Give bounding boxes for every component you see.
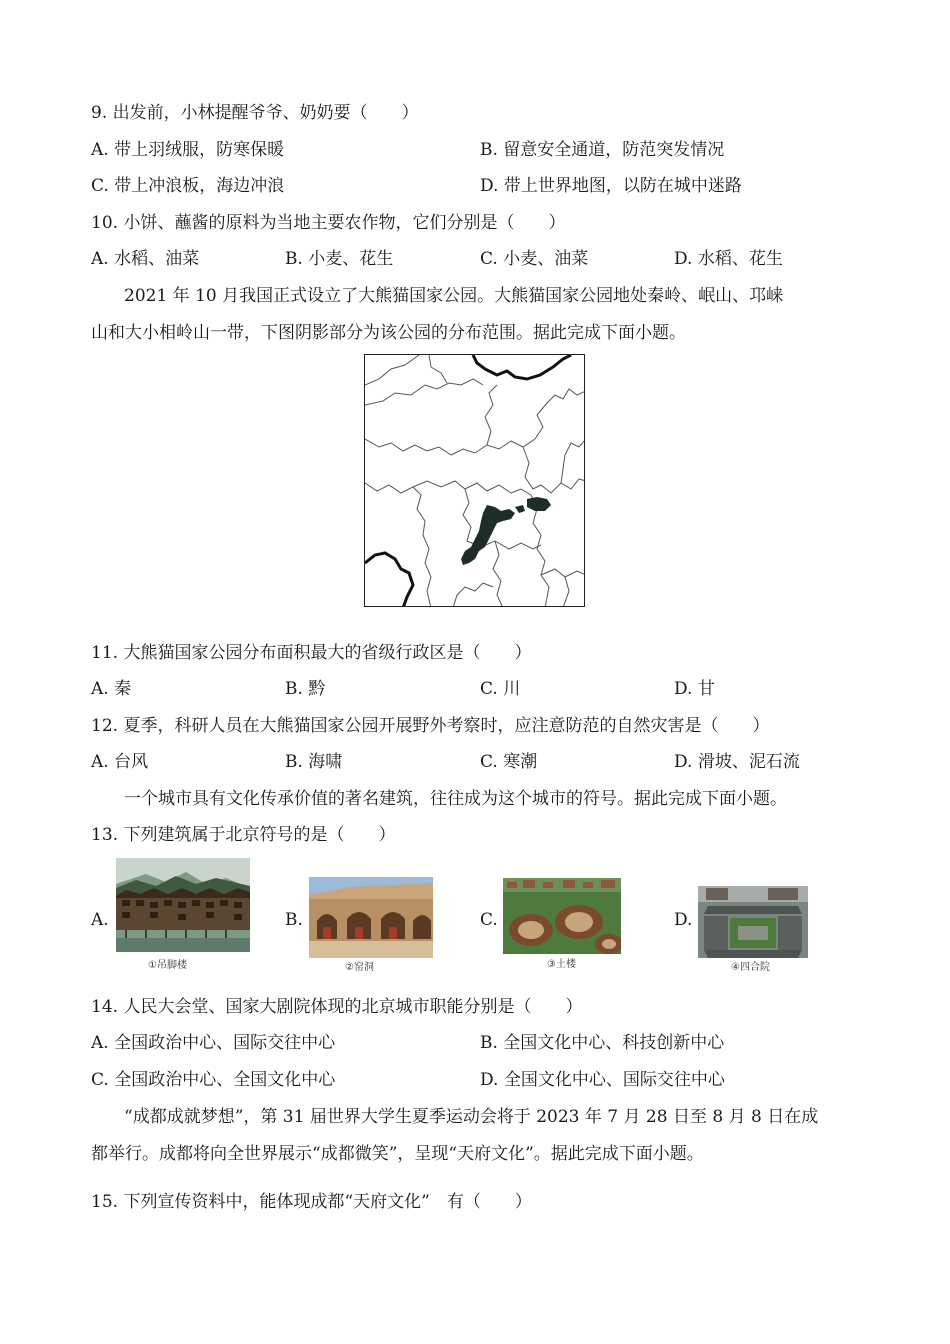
- q11-stem: 11. 大熊猫国家公园分布面积最大的省级行政区是（ ）: [91, 643, 532, 663]
- siheyuan-photo: [698, 886, 808, 958]
- intro-panda-park-line1: 2021 年 10 月我国正式设立了大熊猫国家公园。大熊猫国家公园地处秦岭、岷山、邛崃: [124, 286, 784, 306]
- q9-option-a: A. 带上羽绒服，防寒保暖: [91, 140, 285, 160]
- q14-option-c: C. 全国政治中心、全国文化中心: [91, 1070, 336, 1090]
- stilt-house-photo: [116, 858, 250, 952]
- q10-option-d: D. 水稻、花生: [674, 249, 783, 269]
- panda-park-area: [461, 497, 551, 565]
- q11-option-d: D. 甘: [674, 679, 715, 699]
- q10-option-b: B. 小麦、花生: [285, 249, 394, 269]
- q9-option-c: C. 带上冲浪板，海边冲浪: [91, 176, 285, 196]
- intro-city-symbol: 一个城市具有文化传承价值的著名建筑，往往成为这个城市的符号。据此完成下面小题。: [124, 789, 787, 809]
- q14-stem: 14. 人民大会堂、国家大剧院体现的北京城市职能分别是（ ）: [91, 997, 583, 1017]
- q12-option-a: A. 台风: [91, 752, 149, 772]
- q9-option-b: B. 留意安全通道，防范突发情况: [480, 140, 725, 160]
- q14-option-a: A. 全国政治中心、国际交往中心: [91, 1033, 336, 1053]
- q10-stem: 10. 小饼、蘸酱的原料为当地主要农作物，它们分别是（ ）: [91, 213, 566, 233]
- tulou-photo: [503, 878, 621, 954]
- q13-option-c-letter: C.: [480, 910, 498, 930]
- cave-dwelling-photo: [309, 877, 433, 958]
- q13-option-d-letter: D.: [674, 910, 693, 930]
- q11-option-a: A. 秦: [91, 679, 132, 699]
- q14-option-b: B. 全国文化中心、科技创新中心: [480, 1033, 725, 1053]
- q13-option-a-caption: ①吊脚楼: [148, 960, 187, 971]
- intro-universiade-line2: 都举行。成都将向全世界展示“成都微笑”，呈现“天府文化”。据此完成下面小题。: [91, 1144, 704, 1164]
- q9-option-d: D. 带上世界地图，以防在城中迷路: [480, 176, 742, 196]
- provincial-boundaries: [365, 355, 585, 607]
- intro-panda-park-line2: 山和大小相岭山一带，下图阴影部分为该公园的分布范围。据此完成下面小题。: [91, 323, 686, 343]
- q9-stem: 9. 出发前，小林提醒爷爷、奶奶要（ ）: [91, 103, 419, 123]
- q12-option-c: C. 寒潮: [480, 752, 538, 772]
- q10-option-c: C. 小麦、油菜: [480, 249, 589, 269]
- q12-option-b: B. 海啸: [285, 752, 343, 772]
- q13-stem: 13. 下列建筑属于北京符号的是（ ）: [91, 825, 396, 845]
- q11-option-c: C. 川: [480, 679, 521, 699]
- q13-option-d-caption: ④四合院: [731, 962, 770, 973]
- q13-option-b-letter: B.: [285, 910, 303, 930]
- q14-option-d: D. 全国文化中心、国际交往中心: [480, 1070, 725, 1090]
- national-border-bottom-left: [365, 553, 413, 607]
- intro-universiade-line1: “成都成就梦想”，第 31 届世界大学生夏季运动会将于 2023 年 7 月 28 日至 8 月 8 日在成: [124, 1107, 819, 1127]
- q15-stem: 15. 下列宣传资料中，能体现成都“天府文化” 有（ ）: [91, 1192, 532, 1212]
- map-svg: [365, 355, 585, 607]
- national-border-top: [473, 355, 571, 379]
- q12-stem: 12. 夏季，科研人员在大熊猫国家公园开展野外考察时，应注意防范的自然灾害是（ ）: [91, 716, 770, 736]
- q12-option-d: D. 滑坡、泥石流: [674, 752, 800, 772]
- q11-option-b: B. 黔: [285, 679, 326, 699]
- q13-option-c-caption: ③土楼: [547, 959, 576, 970]
- q10-option-a: A. 水稻、油菜: [91, 249, 200, 269]
- q13-option-b-caption: ②窑洞: [345, 962, 374, 973]
- panda-park-map: [364, 354, 585, 607]
- q13-option-a-letter: A.: [91, 910, 109, 930]
